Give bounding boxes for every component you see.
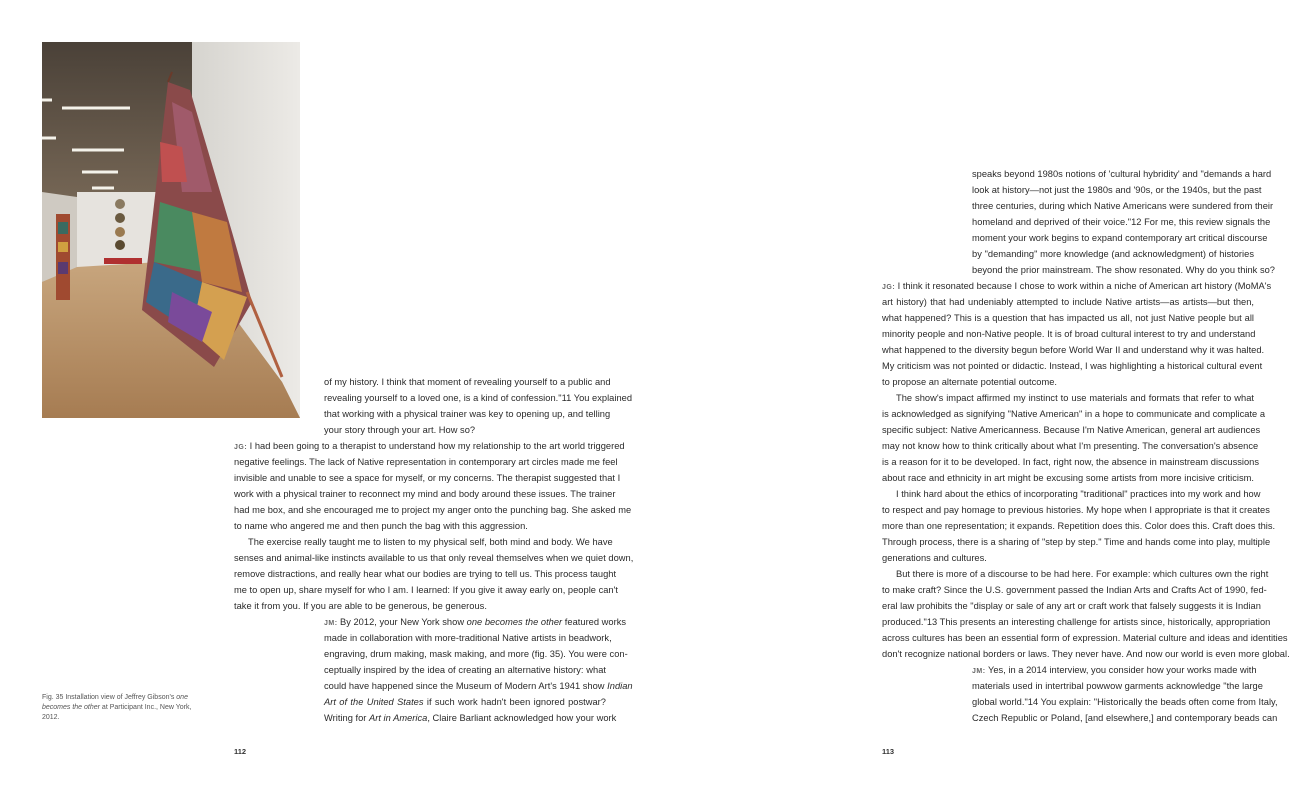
text-line: three centuries, during which Native Americans were sundered from their bbox=[972, 201, 1274, 211]
text-line: engraving, drum making, mask making, and more (fig. 35). You were con- bbox=[324, 649, 628, 659]
text-line: is a reason for it to be developed. In fact, right now, the absence in mainstream discussions bbox=[882, 457, 1260, 467]
text-line: The show's impact affirmed my instinct to use materials and formats that refer to what bbox=[896, 393, 1254, 403]
text-line: eral law prohibits the "display or sale of any art or craft work that falsely suggests it is Indian bbox=[882, 601, 1261, 611]
text-line: revealing yourself to a loved one, is a kind of confession."11 You explained bbox=[324, 393, 633, 403]
speaker-label: JG: bbox=[234, 444, 250, 451]
text-line: don't recognize national borders or laws. They never have. And now our world is even more global. bbox=[882, 649, 1290, 659]
text-line: that working with a physical trainer was key to opening up, and telling bbox=[324, 409, 611, 419]
text-line: had me box, and she encouraged me to project my anger onto the punching bag. She asked me bbox=[234, 505, 632, 515]
text-line: I think hard about the ethics of incorporating "traditional" practices into my work and how bbox=[896, 489, 1261, 499]
text-line: ceptually inspired by the idea of creating an alternative history: what bbox=[324, 665, 606, 675]
text-line: produced."13 This presents an interesting challenge for artists since, historically, appropriation bbox=[882, 617, 1271, 627]
page-number-right: 113 bbox=[882, 747, 895, 756]
text-line: speaks beyond 1980s notions of 'cultural hybridity' and "demands a hard bbox=[972, 169, 1272, 179]
text-line: specific subject: Native Americanness. Because I'm Native American, general art audiences bbox=[882, 425, 1261, 435]
text-line: negative feelings. The lack of Native representation in contemporary art circles made me feel bbox=[234, 457, 618, 467]
text-line: more than one representation; it expands. Repetition does this. Color does this. Craft does this. bbox=[882, 521, 1276, 531]
text-line: JG: I had been going to a therapist to understand how my relationship to the art world triggered bbox=[234, 441, 625, 451]
text-line: by "demanding" more knowledge (and acknowledgment) of histories bbox=[972, 249, 1254, 259]
text-line: JM: By 2012, your New York show one becomes the other featured works bbox=[324, 617, 627, 627]
speaker-label: JM: bbox=[324, 620, 340, 627]
text-line: JM: Yes, in a 2014 interview, you consider how your works made with bbox=[972, 665, 1257, 675]
text-line: moment your work begins to expand contemporary art critical discourse bbox=[972, 233, 1268, 243]
text-line: materials used in intertribal powwow garments acknowledge "the large bbox=[972, 681, 1263, 691]
text-line: made in collaboration with more-traditional Native artists in beadwork, bbox=[324, 633, 612, 643]
text-line: your story through your art. How so? bbox=[324, 425, 476, 435]
text-line: may not know how to think critically about what I'm presenting. The conversation's absence bbox=[882, 441, 1259, 451]
text-line: to respect and pay homage to previous histories. My hope when I appropriate is that it creates bbox=[882, 505, 1270, 515]
text-line: minority people and non-Native people. It is of broad cultural interest to try and understand bbox=[882, 329, 1256, 339]
text-line: what happened? This is a question that has impacted us all, not just Native people but all bbox=[882, 313, 1254, 323]
text-line: of my history. I think that moment of revealing yourself to a public and bbox=[324, 377, 611, 387]
text-line: art history) that had undeniably attempted to include Native artists—as artists—but then, bbox=[882, 297, 1254, 307]
speaker-label: JM: bbox=[972, 668, 988, 675]
text-line: Art of the United States if such work hadn't been ignored postwar? bbox=[324, 697, 606, 707]
text-line: Writing for Art in America, Claire Barliant acknowledged how your work bbox=[324, 713, 617, 723]
text-line: beyond the prior mainstream. The show resonated. Why do you think so? bbox=[972, 265, 1276, 275]
text-line: about race and ethnicity in art might be excusing some artists from more incisive criticism. bbox=[882, 473, 1254, 483]
text-line: invisible and unable to see a space for myself, or my concerns. The therapist suggested that I bbox=[234, 473, 621, 483]
text-line: But there is more of a discourse to be had here. For example: which cultures own the right bbox=[896, 569, 1269, 579]
text-line: me to open up, share myself for who I am. I learned: If you give it away early on, people can't bbox=[234, 585, 619, 595]
page-number-left: 112 bbox=[234, 747, 247, 756]
text-line: could have happened since the Museum of Modern Art's 1941 show Indian bbox=[324, 681, 633, 691]
text-line: Through process, there is a sharing of "step by step." Time and hands come into play, multiple bbox=[882, 537, 1271, 547]
text-line: global world."14 You explain: "Historically the beads often come from Italy, bbox=[972, 697, 1278, 707]
text-line: is acknowledged as signifying "Native American" in a hope to communicate and complicate a bbox=[882, 409, 1266, 419]
text-line: to name who angered me and then punch the bag with this aggression. bbox=[234, 521, 528, 531]
text-line: The exercise really taught me to listen to my physical self, both mind and body. We have bbox=[248, 537, 613, 547]
text-line: take it from you. If you are able to be generous, be generous. bbox=[234, 601, 487, 611]
text-line: look at history—not just the 1980s and '90s, or the 1940s, but the past bbox=[972, 185, 1262, 195]
installation-photo bbox=[42, 42, 300, 418]
text-line: Czech Republic or Poland, [and elsewhere,] and contemporary beads can bbox=[972, 713, 1278, 723]
text-line: senses and animal-like instincts available to us that only reveal themselves when we quiet down, bbox=[234, 553, 634, 563]
text-line: JG: I think it resonated because I chose to work within a niche of American art history (MoMA's bbox=[882, 281, 1272, 291]
text-line: generations and cultures. bbox=[882, 553, 987, 563]
text-line: work with a physical trainer to reconnect my mind and body around these issues. The trainer bbox=[234, 489, 616, 499]
text-line: to propose an alternate potential outcome. bbox=[882, 377, 1058, 387]
text-line: to make craft? Since the U.S. government passed the Indian Arts and Crafts Act of 1990, fed- bbox=[882, 585, 1267, 595]
text-line: My criticism was not pointed or didactic. Instead, I was highlighting a historical cultural event bbox=[882, 361, 1263, 371]
text-line: what happened to the diversity begun before World War II and understand why it was halted. bbox=[882, 345, 1265, 355]
text-line: across cultures has been an essential form of expression. Material culture and ideas and identities bbox=[882, 633, 1288, 643]
text-line: homeland and deprived of their voice."12 For me, this review signals the bbox=[972, 217, 1271, 227]
text-line: remove distractions, and really hear what our bodies are trying to tell us. This process taught bbox=[234, 569, 617, 579]
speaker-label: JG: bbox=[882, 284, 898, 291]
figure-caption: Fig. 35 Installation view of Jeffrey Gibson's one becomes the other at Participant Inc., New York, 2012. bbox=[42, 694, 192, 721]
